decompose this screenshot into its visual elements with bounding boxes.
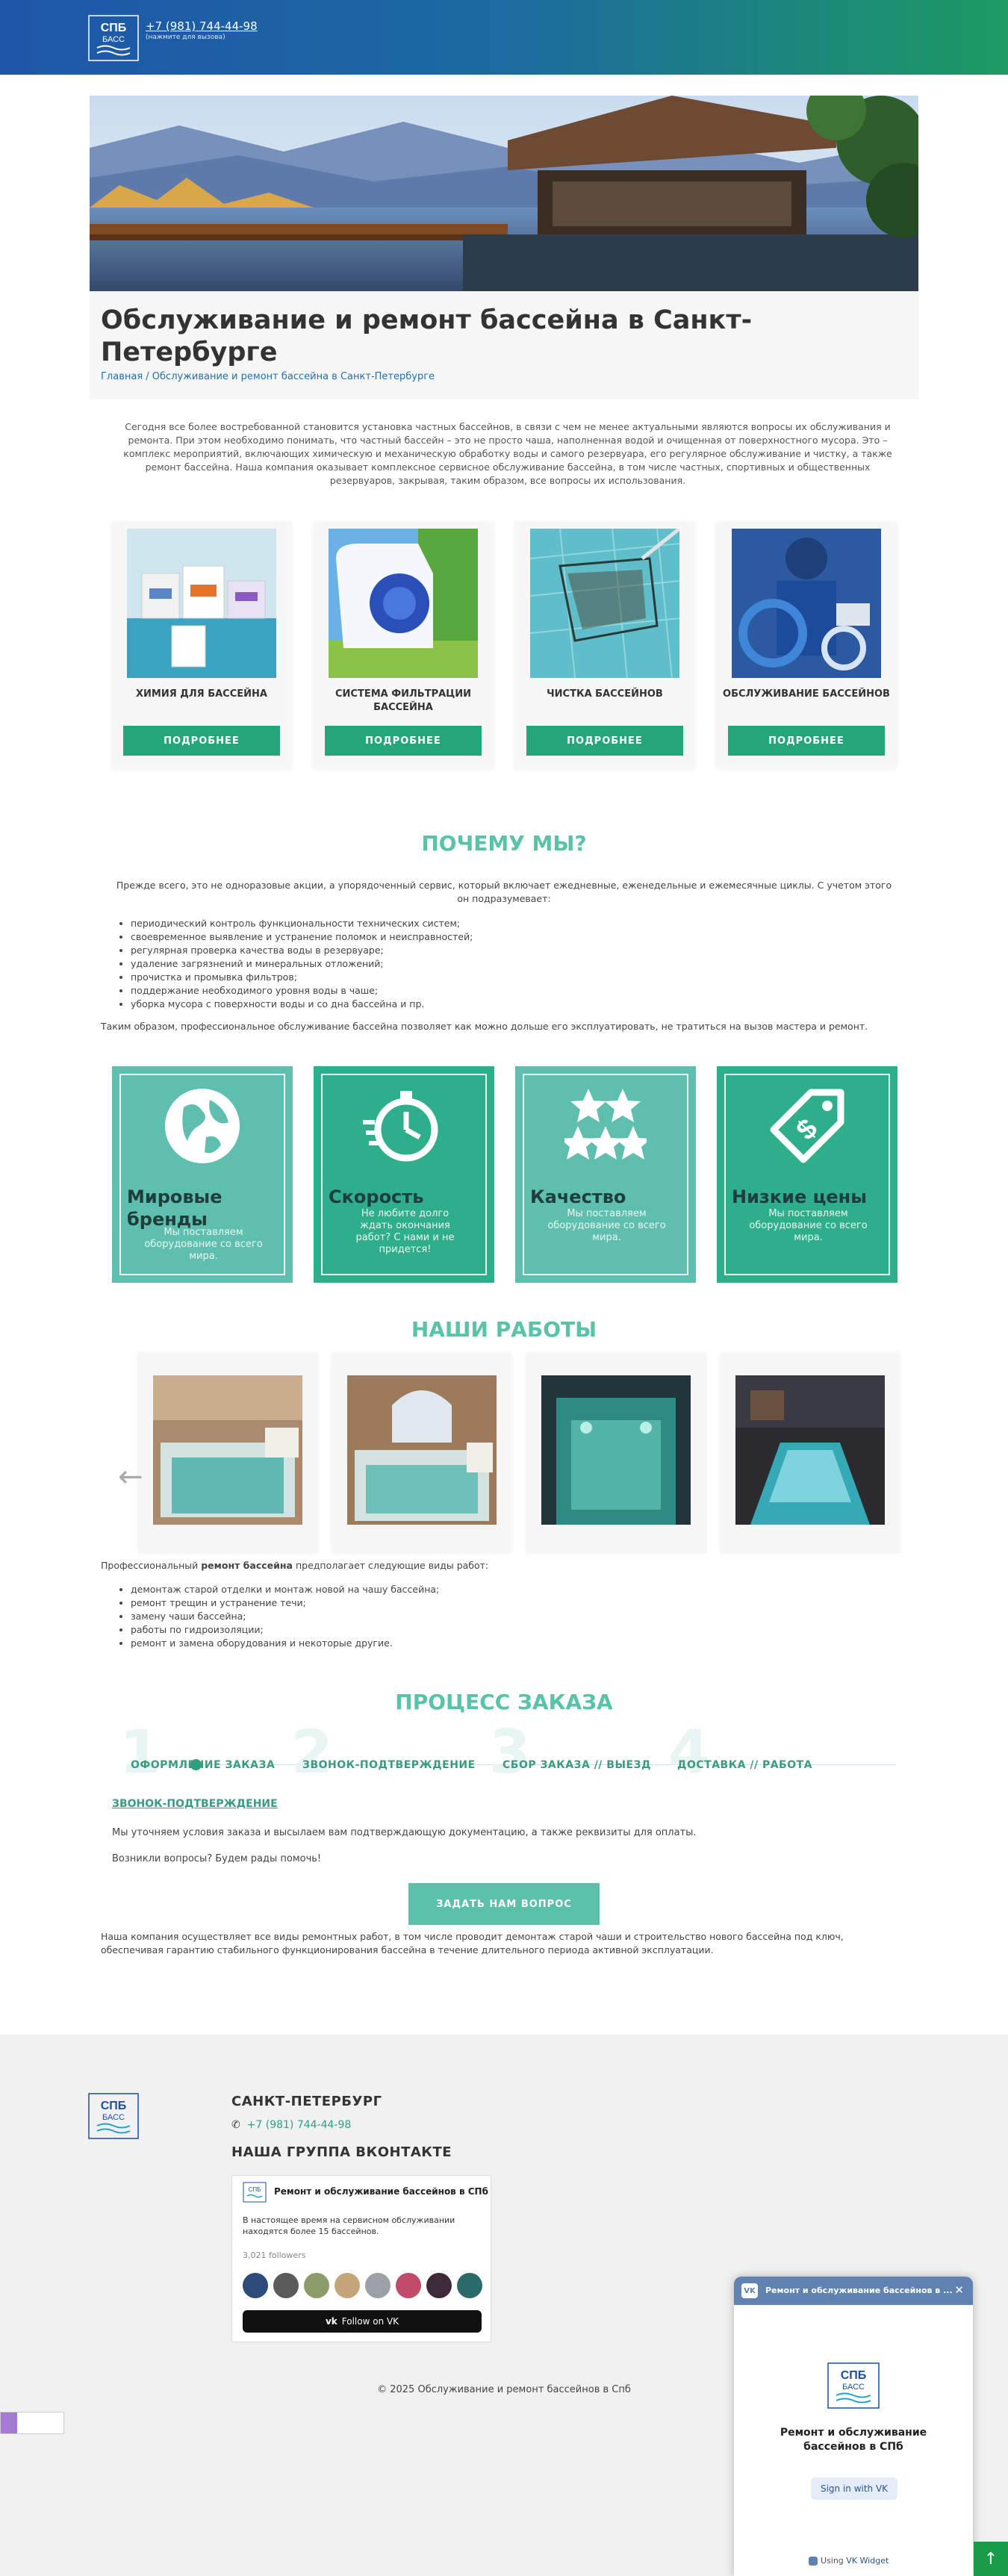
side-widget-tab[interactable] xyxy=(0,2412,64,2434)
avatar[interactable] xyxy=(335,2273,360,2298)
step-number: 2 xyxy=(291,1717,333,1787)
advantage-title: Низкие цены xyxy=(732,1186,867,1207)
step-tab[interactable]: ДОСТАВКА // РАБОТА xyxy=(677,1759,813,1771)
step-tab[interactable]: ОФОРМЛЕНИЕ ЗАКАЗА xyxy=(131,1759,276,1771)
process-steps xyxy=(112,1717,896,1787)
work-photo xyxy=(347,1375,497,1525)
globe-icon xyxy=(161,1085,243,1167)
list-item: • ремонт и замена оборудования и некоторые другие. xyxy=(131,1637,439,1650)
service-photo xyxy=(732,529,881,678)
avatar[interactable] xyxy=(243,2273,268,2298)
page-title: Обслуживание и ремонт бассейна в Санкт-Петербурге xyxy=(101,305,753,367)
vk-followers-count: 3,021 followers xyxy=(243,2250,306,2260)
vk-widget-logo xyxy=(827,2362,880,2409)
work-slide[interactable] xyxy=(526,1353,706,1553)
work-slide[interactable] xyxy=(332,1353,511,1553)
list-item: • регулярная проверка качества воды в резервуаре; xyxy=(131,944,473,957)
advantage-title: Мировые бренды xyxy=(127,1186,223,1230)
question-text: Возникли вопросы? Будем рады помочь! xyxy=(112,1853,322,1864)
stopwatch-icon xyxy=(363,1085,445,1167)
service-photo xyxy=(329,529,478,678)
list-item: • уборка мусора с поверхности воды и со дна бассейна и пр. xyxy=(131,998,473,1011)
works-slider xyxy=(112,1353,896,1555)
avatar[interactable] xyxy=(396,2273,421,2298)
work-photo xyxy=(541,1375,691,1525)
close-icon[interactable]: ✕ xyxy=(954,2283,964,2297)
list-item: • замену чаши бассейна; xyxy=(131,1610,439,1623)
active-step-text: Мы уточняем условия заказа и высылаем вам подтверждающую документацию, а также реквизиты для оплаты. xyxy=(112,1827,697,1838)
avatar[interactable] xyxy=(457,2273,482,2298)
advantage-tile-quality xyxy=(515,1066,696,1283)
service-more-button[interactable]: ПОДРОБНЕЕ xyxy=(123,726,280,756)
list-item: • работы по гидроизоляции; xyxy=(131,1623,439,1637)
advantage-text: Не любите долго ждать окончания работ? С нами и не придется! xyxy=(355,1208,455,1255)
vk-widget-title: Ремонт и обслуживание бассейнов в СПб xyxy=(780,2427,927,2453)
final-text: Наша компания осуществляет все виды ремонтных работ, в том числе проводит демонтаж старой чаши и строительство нового бассейна под ключ, обеспечивая гарантию стабильного функционирования бассейна в течение длительного периода активной эксплуатации. xyxy=(101,1931,844,1956)
service-card-chemistry xyxy=(112,523,291,769)
work-photo xyxy=(153,1375,302,1525)
why-us-list xyxy=(131,917,473,1011)
svg-text:БАСС: БАСС xyxy=(102,35,125,44)
scroll-to-top-button[interactable]: ↑ xyxy=(974,2542,1008,2576)
stars-icon xyxy=(564,1085,647,1167)
service-title: ХИМИЯ ДЛЯ БАССЕЙНА xyxy=(136,688,267,700)
footer-phone-link[interactable] xyxy=(231,2119,351,2131)
vk-follow-label: Follow on VK xyxy=(341,2316,399,2327)
why-us-conclusion: Таким образом, профессиональное обслуживание бассейна позволяет как можно дольше его эксплуатировать, не тратиться на вызов мастера и ремонт. xyxy=(101,1021,868,1032)
list-item: • своевременное выявление и устранение поломок и неисправностей; xyxy=(131,930,473,944)
advantage-text: Мы поставляем оборудование со всего мира. xyxy=(749,1208,868,1243)
process-title: ПРОЦЕСС ЗАКАЗА xyxy=(395,1690,613,1714)
ask-question-button[interactable]: ЗАДАТЬ НАМ ВОПРОС xyxy=(408,1883,600,1925)
works-title: НАШИ РАБОТЫ xyxy=(411,1317,597,1342)
list-item: • удаление загрязнений и минеральных отложений; xyxy=(131,957,473,971)
service-card-cleaning xyxy=(515,523,694,769)
service-photo xyxy=(530,529,679,678)
vk-group-name[interactable]: Ремонт и обслуживание бассейнов в СПб xyxy=(274,2186,488,2197)
price-tag-icon xyxy=(766,1085,848,1167)
active-step-title: ЗВОНОК-ПОДТВЕРЖДЕНИЕ xyxy=(112,1798,278,1810)
vk-using-text: Using xyxy=(821,2556,844,2566)
vk-icon xyxy=(809,2557,818,2566)
advantage-tile-prices xyxy=(717,1066,897,1283)
vk-widget-header xyxy=(734,2277,973,2305)
advantage-title: Качество xyxy=(530,1186,626,1207)
logo[interactable] xyxy=(88,15,139,61)
svg-text:БАСС: БАСС xyxy=(842,2383,865,2392)
vk-widget-header-title: Ремонт и обслуживание бассейнов в ... xyxy=(765,2286,953,2295)
why-us-lead: Прежде всего, это не одноразовые акции, а упорядоченный сервис, который включает ежедневные, еженедельные и ежемесячные циклы. С учетом этого он подразумевает: xyxy=(116,880,892,904)
avatar[interactable] xyxy=(365,2273,391,2298)
list-item: • демонтаж старой отделки и монтаж новой на чашу бассейна; xyxy=(131,1583,439,1596)
svg-text:СПБ: СПБ xyxy=(248,2186,261,2193)
work-photo xyxy=(735,1375,885,1525)
vk-widget-popup xyxy=(734,2277,973,2576)
step-number: 4 xyxy=(668,1717,710,1787)
advantage-text: Мы поставляем оборудование со всего мира. xyxy=(144,1227,263,1262)
footer-logo[interactable] xyxy=(88,2093,139,2139)
step-tab[interactable]: ЗВОНОК-ПОДТВЕРЖДЕНИЕ xyxy=(302,1759,476,1771)
vk-follow-button[interactable] xyxy=(243,2310,482,2333)
footer-group-title: НАША ГРУППА ВКОНТАКТЕ xyxy=(231,2144,452,2160)
avatar[interactable] xyxy=(304,2273,329,2298)
list-item: • поддержание необходимого уровня воды в чаше; xyxy=(131,984,473,998)
advantage-tile-brands xyxy=(112,1066,293,1283)
service-more-button[interactable]: ПОДРОБНЕЕ xyxy=(728,726,885,756)
list-item: • ремонт трещин и устранение течи; xyxy=(131,1596,439,1610)
service-photo xyxy=(127,529,276,678)
site-header xyxy=(0,0,1008,75)
step-number: 1 xyxy=(119,1717,161,1787)
svg-text:СПБ: СПБ xyxy=(840,2369,867,2382)
vk-widget-footer xyxy=(809,2556,889,2566)
service-more-button[interactable]: ПОДРОБНЕЕ xyxy=(526,726,683,756)
intro-text: Сегодня все более востребованной становится установка частных бассейнов, в связи с чем не менее актуальными являются вопросы их обслуживания и ремонта. При этом необходимо понимать, что частный бассейн – это не просто чаша, наполненная водой и очищенная от поверхностного мусора. Это – комплекс мероприятий, включающих химическую и механическую обработку воды и самого резервуара, его регулярное обслуживание и чистку, а также ремонт бассейна. Наша компания оказывает комплексное сервисное обслуживание бассейна, в том числе частных, спортивных и общественных резервуаров, закрывая, таким образом, все вопросы их использования. xyxy=(123,421,892,486)
service-card-maintenance xyxy=(717,523,896,769)
works-lead xyxy=(101,1559,885,1572)
advantage-title: Скорость xyxy=(329,1186,424,1207)
work-slide[interactable] xyxy=(721,1353,900,1553)
phone-icon: ✆ xyxy=(231,2119,240,2131)
service-card-filtration xyxy=(314,523,493,769)
slider-prev-arrow-icon[interactable]: ← xyxy=(118,1460,143,1494)
vk-icon: VK xyxy=(741,2283,758,2298)
vk-widget-link[interactable]: VK Widget xyxy=(846,2556,889,2566)
works-list xyxy=(131,1583,439,1650)
avatar[interactable] xyxy=(426,2273,452,2298)
svg-text:$: $ xyxy=(790,1113,824,1147)
footer-phone-text: +7 (981) 744-44-98 xyxy=(246,2119,352,2131)
works-lead-prefix: Профессиональный xyxy=(101,1560,202,1571)
vk-icon: vk xyxy=(325,2316,337,2327)
vk-follower-avatars xyxy=(243,2273,485,2300)
svg-text:СПБ: СПБ xyxy=(100,22,127,34)
svg-text:БАСС: БАСС xyxy=(102,2113,125,2122)
works-lead-bold: ремонт бассейна xyxy=(201,1560,293,1571)
copyright: © 2025 Обслуживание и ремонт бассейнов в Спб xyxy=(377,2384,631,2395)
service-title: СИСТЕМА ФИЛЬТРАЦИИ БАССЕЙНА xyxy=(335,688,471,713)
list-item: • прочистка и промывка фильтров; xyxy=(131,971,473,984)
footer-city: САНКТ-ПЕТЕРБУРГ xyxy=(231,2094,382,2109)
avatar[interactable] xyxy=(273,2273,299,2298)
svg-text:СПБ: СПБ xyxy=(100,2100,127,2112)
why-us-title: ПОЧЕМУ МЫ? xyxy=(421,831,587,856)
step-number: 3 xyxy=(489,1717,531,1787)
list-item: • периодический контроль функциональности технических систем; xyxy=(131,917,473,930)
vk-group-desc: В настоящее время на сервисном обслуживании находятся более 15 бассейнов. xyxy=(243,2215,455,2236)
service-title: ЧИСТКА БАССЕЙНОВ xyxy=(547,688,663,700)
work-slide[interactable] xyxy=(138,1353,317,1553)
header-phone-link[interactable]: +7 (981) 744-44-98 xyxy=(146,19,258,33)
vk-sign-in-button[interactable]: Sign in with VK xyxy=(811,2477,897,2500)
advantage-tile-speed xyxy=(314,1066,494,1283)
service-title: ОБСЛУЖИВАНИЕ БАССЕЙНОВ xyxy=(723,688,890,700)
breadcrumb[interactable]: Главная / Обслуживание и ремонт бассейна в Санкт-Петербурге xyxy=(101,371,435,382)
hero-image xyxy=(90,96,918,291)
advantage-text: Мы поставляем оборудование со всего мира. xyxy=(547,1208,666,1243)
vk-group-embed xyxy=(231,2175,491,2342)
service-more-button[interactable]: ПОДРОБНЕЕ xyxy=(325,726,482,756)
header-phone-note: (нажмите для вызова) xyxy=(146,34,225,41)
group-logo xyxy=(243,2182,267,2203)
works-lead-suffix: предполагает следующие виды работ: xyxy=(292,1560,489,1571)
step-tab[interactable]: СБОР ЗАКАЗА // ВЫЕЗД xyxy=(503,1759,651,1771)
